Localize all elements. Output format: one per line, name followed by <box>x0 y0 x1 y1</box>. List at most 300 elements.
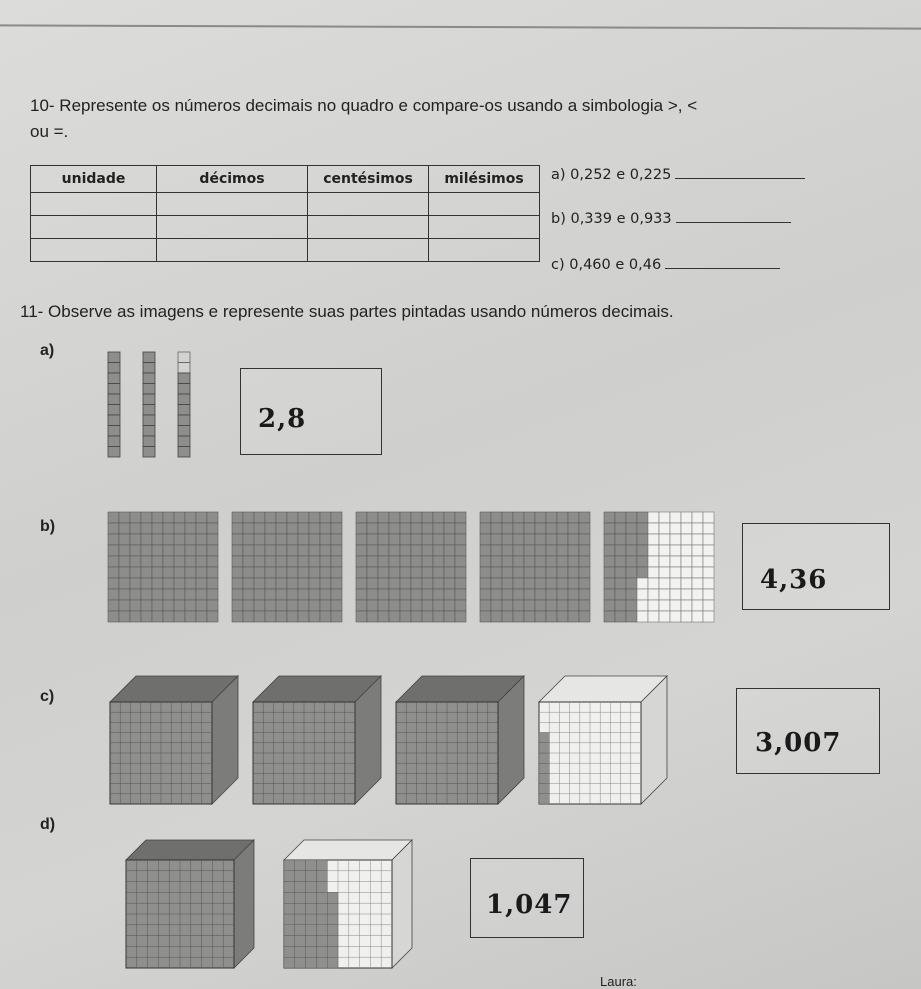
grid-cell <box>579 589 590 600</box>
grid-cell <box>287 600 298 611</box>
grid-cell <box>524 611 535 622</box>
grid-cell <box>141 545 152 556</box>
grid-cell <box>444 578 455 589</box>
header-unidade: unidade <box>31 166 157 193</box>
grid-cell <box>535 589 546 600</box>
grid-cell <box>681 534 692 545</box>
grid-cell <box>670 567 681 578</box>
grid-cell <box>287 611 298 622</box>
grid-cell <box>648 523 659 534</box>
thousand-cube-filled <box>253 676 381 804</box>
grid-cell <box>480 600 491 611</box>
grid-cell <box>196 589 207 600</box>
grid-cell <box>626 523 637 534</box>
grid-cell <box>356 600 367 611</box>
grid-cell <box>389 611 400 622</box>
grid-cell <box>243 545 254 556</box>
grid-cell <box>557 534 568 545</box>
grid-cell <box>287 512 298 523</box>
grid-cell <box>604 611 615 622</box>
rod-unit <box>143 352 155 363</box>
cube-unit-shaded <box>327 946 338 957</box>
grid-cell <box>455 523 466 534</box>
grid-cell <box>637 589 648 600</box>
grid-cell <box>367 512 378 523</box>
rod-unit <box>178 447 190 458</box>
grid-cell <box>119 556 130 567</box>
grid-cell <box>433 534 444 545</box>
grid-cell <box>400 545 411 556</box>
grid-cell <box>320 578 331 589</box>
grid-cell <box>130 567 141 578</box>
grid-cell <box>422 611 433 622</box>
grid-cell <box>196 545 207 556</box>
header-centesimos: centésimos <box>308 166 429 193</box>
grid-cell <box>196 600 207 611</box>
cube-side <box>234 840 254 968</box>
grid-cell <box>108 523 119 534</box>
grid-cell <box>568 611 579 622</box>
grid-cell <box>243 523 254 534</box>
grid-cell <box>378 534 389 545</box>
cube-unit-shaded <box>539 753 549 763</box>
grid-cell <box>196 567 207 578</box>
grid-cell <box>378 523 389 534</box>
grid-cell <box>513 556 524 567</box>
cube-unit-shaded <box>295 925 306 936</box>
grid-cell <box>703 545 714 556</box>
cube-unit-shaded <box>306 871 317 882</box>
cube-unit-shaded <box>306 903 317 914</box>
comparison-c-label: c) 0,460 e 0,46 <box>551 257 662 273</box>
grid-cell <box>207 600 218 611</box>
grid-cell <box>185 600 196 611</box>
grid-cell <box>411 611 422 622</box>
thousand-cube-filled <box>396 676 524 804</box>
grid-cell <box>152 534 163 545</box>
grid-cell <box>320 589 331 600</box>
grid-cell <box>502 556 513 567</box>
grid-cell <box>196 534 207 545</box>
handwritten-answer-d: 1,047 <box>486 890 573 920</box>
grid-cell <box>681 600 692 611</box>
grid-cell <box>356 611 367 622</box>
table-cell <box>31 239 157 262</box>
grid-cell <box>196 611 207 622</box>
grid-cell <box>615 611 626 622</box>
grid-cell <box>480 611 491 622</box>
grid-cell <box>615 545 626 556</box>
grid-cell <box>513 567 524 578</box>
grid-cell <box>232 578 243 589</box>
grid-cell <box>502 534 513 545</box>
grid-cell <box>568 567 579 578</box>
grid-cell <box>659 578 670 589</box>
grid-cell <box>681 578 692 589</box>
grid-cell <box>626 512 637 523</box>
grid-cell <box>703 534 714 545</box>
grid-cell <box>243 567 254 578</box>
part-d-label: d) <box>40 816 56 833</box>
grid-cell <box>546 556 557 567</box>
header-decimos: décimos <box>157 166 308 193</box>
comparison-c <box>551 256 780 273</box>
grid-cell <box>692 534 703 545</box>
comparison-b <box>551 210 791 227</box>
grid-cell <box>320 512 331 523</box>
grid-cell <box>119 534 130 545</box>
grid-cell <box>152 512 163 523</box>
grid-cell <box>174 611 185 622</box>
grid-cell <box>254 589 265 600</box>
grid-cell <box>513 589 524 600</box>
grid-cell <box>108 534 119 545</box>
rod-unit <box>178 352 190 363</box>
grid-cell <box>455 567 466 578</box>
hundred-grids <box>108 512 728 624</box>
grid-cell <box>557 578 568 589</box>
grid-cell <box>378 589 389 600</box>
grid-cell <box>185 589 196 600</box>
grid-cell <box>243 534 254 545</box>
grid-cell <box>535 567 546 578</box>
cube-unit-shaded <box>284 860 295 871</box>
grid-cell <box>276 512 287 523</box>
grid-cell <box>389 600 400 611</box>
handwritten-answer-b: 4,36 <box>760 565 828 595</box>
rod-unit <box>108 384 120 395</box>
rod-unit <box>178 426 190 437</box>
cube-unit-shaded <box>316 903 327 914</box>
grid-cell <box>703 556 714 567</box>
grid-cell <box>163 567 174 578</box>
grid-cell <box>491 523 502 534</box>
grid-cell <box>130 600 141 611</box>
rod-unit <box>143 384 155 395</box>
cube-unit-shaded <box>539 743 549 753</box>
grid-cell <box>670 523 681 534</box>
grid-cell <box>185 512 196 523</box>
cube-unit-shaded <box>327 903 338 914</box>
grid-cell <box>411 578 422 589</box>
grid-cell <box>568 534 579 545</box>
grid-cell <box>196 512 207 523</box>
grid-cell <box>152 567 163 578</box>
grid-cell <box>480 567 491 578</box>
grid-cell <box>276 523 287 534</box>
grid-cell <box>367 611 378 622</box>
table-cell <box>31 193 157 216</box>
grid-cell <box>232 512 243 523</box>
grid-cell <box>455 512 466 523</box>
part-c-label: c) <box>40 688 55 705</box>
grid-cell <box>615 523 626 534</box>
hundred-grid <box>480 512 590 622</box>
grid-cell <box>287 589 298 600</box>
grid-cell <box>513 534 524 545</box>
grid-cell <box>207 578 218 589</box>
grid-cell <box>648 512 659 523</box>
grid-cell <box>703 512 714 523</box>
rod-unit <box>178 373 190 384</box>
cube-unit-shaded <box>284 914 295 925</box>
grid-cell <box>557 567 568 578</box>
grid-cell <box>152 589 163 600</box>
grid-cell <box>174 567 185 578</box>
grid-cell <box>433 545 444 556</box>
rod-unit <box>143 394 155 405</box>
grid-cell <box>141 534 152 545</box>
grid-cell <box>232 556 243 567</box>
grid-cell <box>287 567 298 578</box>
grid-cell <box>119 545 130 556</box>
grid-cell <box>670 600 681 611</box>
grid-cell <box>174 556 185 567</box>
grid-cell <box>141 578 152 589</box>
cube-unit-shaded <box>539 763 549 773</box>
grid-cell <box>276 545 287 556</box>
cube-unit-shaded <box>284 946 295 957</box>
grid-cell <box>681 589 692 600</box>
grid-cell <box>378 545 389 556</box>
handwritten-answer-a: 2,8 <box>258 404 307 434</box>
cube-unit-shaded <box>316 936 327 947</box>
grid-cell <box>681 523 692 534</box>
grid-cell <box>378 611 389 622</box>
grid-cell <box>185 567 196 578</box>
grid-cell <box>546 512 557 523</box>
cube-top <box>284 840 412 860</box>
grid-cell <box>174 600 185 611</box>
grid-cell <box>502 600 513 611</box>
rod-unit <box>143 363 155 374</box>
grid-cell <box>309 523 320 534</box>
question-10-text-cont: ou =. <box>30 122 69 141</box>
grid-cell <box>491 600 502 611</box>
grid-cell <box>568 512 579 523</box>
grid-cell <box>185 534 196 545</box>
grid-cell <box>400 567 411 578</box>
grid-cell <box>265 523 276 534</box>
grid-cell <box>320 523 331 534</box>
cube-unit-shaded <box>295 914 306 925</box>
grid-cell <box>637 578 648 589</box>
grid-cell <box>287 578 298 589</box>
grid-cell <box>637 512 648 523</box>
grid-cell <box>276 556 287 567</box>
grid-cell <box>108 600 119 611</box>
grid-cell <box>152 556 163 567</box>
rod-unit <box>143 426 155 437</box>
grid-cell <box>579 578 590 589</box>
grid-cell <box>254 567 265 578</box>
grid-cell <box>389 589 400 600</box>
grid-cell <box>557 589 568 600</box>
grid-cell <box>604 523 615 534</box>
grid-cell <box>524 534 535 545</box>
grid-cell <box>378 556 389 567</box>
grid-cell <box>356 512 367 523</box>
comparison-c-blank[interactable] <box>665 256 780 269</box>
cube-unit-shaded <box>539 784 549 794</box>
cube-unit-shaded <box>327 936 338 947</box>
grid-cell <box>681 545 692 556</box>
part-a-label: a) <box>40 342 55 359</box>
grid-cell <box>108 578 119 589</box>
cube-unit-shaded <box>316 946 327 957</box>
grid-cell <box>331 534 342 545</box>
cube-unit-shaded <box>295 871 306 882</box>
grid-cell <box>243 589 254 600</box>
grid-cell <box>433 512 444 523</box>
grid-cell <box>422 534 433 545</box>
table-cell <box>429 239 540 262</box>
rod-unit <box>108 415 120 426</box>
grid-cell <box>389 512 400 523</box>
thousand-cube-filled <box>126 840 254 968</box>
grid-cell <box>568 600 579 611</box>
grid-cell <box>546 589 557 600</box>
grid-cell <box>455 611 466 622</box>
grid-cell <box>356 556 367 567</box>
grid-cell <box>568 523 579 534</box>
grid-cell <box>174 523 185 534</box>
comparison-a-blank[interactable] <box>675 166 805 179</box>
rod-unit <box>108 405 120 416</box>
grid-cell <box>579 534 590 545</box>
grid-cell <box>130 523 141 534</box>
grid-cell <box>604 578 615 589</box>
comparison-b-label: b) 0,339 e 0,933 <box>551 211 672 227</box>
grid-cell <box>185 523 196 534</box>
cube-unit-shaded <box>327 957 338 968</box>
cube-unit-shaded <box>316 871 327 882</box>
cube-unit-shaded <box>284 936 295 947</box>
cube-unit-shaded <box>284 925 295 936</box>
grid-cell <box>444 534 455 545</box>
grid-cell <box>243 556 254 567</box>
grid-cell <box>141 556 152 567</box>
grid-cell <box>276 534 287 545</box>
grid-cell <box>480 578 491 589</box>
grid-cell <box>579 545 590 556</box>
grid-cell <box>309 578 320 589</box>
grid-cell <box>411 567 422 578</box>
grid-cell <box>659 611 670 622</box>
grid-cell <box>703 589 714 600</box>
table-cell <box>429 216 540 239</box>
grid-cell <box>502 545 513 556</box>
grid-cell <box>703 600 714 611</box>
grid-cell <box>480 523 491 534</box>
cube-side <box>392 840 412 968</box>
grid-cell <box>265 556 276 567</box>
grid-cell <box>130 611 141 622</box>
grid-cell <box>320 611 331 622</box>
grid-cell <box>568 556 579 567</box>
grid-cell <box>444 523 455 534</box>
grid-cell <box>535 611 546 622</box>
grid-cell <box>331 567 342 578</box>
rod-unit <box>108 363 120 374</box>
grid-cell <box>389 567 400 578</box>
grid-cell <box>331 556 342 567</box>
grid-cell <box>535 523 546 534</box>
grid-cell <box>491 567 502 578</box>
grid-cell <box>276 611 287 622</box>
grid-cell <box>681 567 692 578</box>
grid-cell <box>422 600 433 611</box>
grid-cell <box>254 534 265 545</box>
grid-cell <box>568 578 579 589</box>
grid-cell <box>265 611 276 622</box>
grid-cell <box>331 523 342 534</box>
comparison-b-blank[interactable] <box>676 210 791 223</box>
cube-unit-shaded <box>306 914 317 925</box>
grid-cell <box>108 589 119 600</box>
grid-cell <box>692 578 703 589</box>
grid-cell <box>196 556 207 567</box>
rod-unit <box>108 373 120 384</box>
grid-cell <box>524 512 535 523</box>
cube-unit-shaded <box>295 957 306 968</box>
grid-cell <box>444 589 455 600</box>
cube-unit-shaded <box>295 892 306 903</box>
table-cell <box>308 216 429 239</box>
grid-cell <box>491 611 502 622</box>
grid-cell <box>513 545 524 556</box>
grid-cell <box>502 589 513 600</box>
grid-cell <box>648 578 659 589</box>
grid-cell <box>254 512 265 523</box>
grid-cell <box>433 556 444 567</box>
grid-cell <box>681 556 692 567</box>
grid-cell <box>232 534 243 545</box>
rod-unit <box>178 363 190 374</box>
grid-cell <box>444 556 455 567</box>
grid-cell <box>356 578 367 589</box>
grid-cell <box>163 556 174 567</box>
grid-cell <box>411 534 422 545</box>
cube-unit-shaded <box>539 773 549 783</box>
grid-cell <box>692 567 703 578</box>
cube-unit-shaded <box>316 925 327 936</box>
rod-unit <box>108 436 120 447</box>
part-b-label: b) <box>40 518 56 535</box>
grid-cell <box>141 589 152 600</box>
grid-cell <box>287 556 298 567</box>
grid-cell <box>207 567 218 578</box>
grid-cell <box>422 556 433 567</box>
grid-cell <box>615 512 626 523</box>
grid-cell <box>557 600 568 611</box>
grid-cell <box>502 512 513 523</box>
grid-cell <box>320 545 331 556</box>
grid-cell <box>196 523 207 534</box>
cube-unit-shaded <box>327 914 338 925</box>
grid-cell <box>389 523 400 534</box>
table-cell <box>31 216 157 239</box>
grid-cell <box>232 600 243 611</box>
grid-cell <box>626 578 637 589</box>
table-cell <box>308 239 429 262</box>
grid-cell <box>411 600 422 611</box>
grid-cell <box>433 611 444 622</box>
grid-cell <box>579 600 590 611</box>
grid-cell <box>367 523 378 534</box>
grid-cell <box>356 589 367 600</box>
grid-cell <box>367 534 378 545</box>
